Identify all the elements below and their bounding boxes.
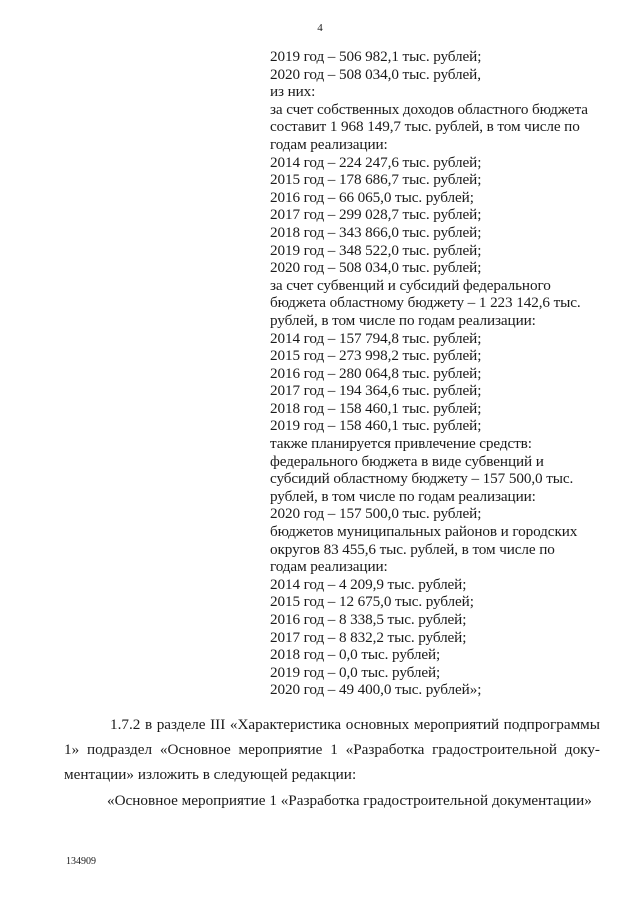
budget-breakdown [270,48,620,699]
budget-line: 2020 год – 508 034,0 тыс. рублей; [270,259,482,277]
budget-line: округов 83 455,6 тыс. рублей, в том числе по [270,540,555,558]
budget-line: из них: [270,83,316,101]
budget-line: субсидий областному бюджету – 157 500,0 тыс. [270,470,574,488]
budget-line: 2014 год – 157 794,8 тыс. рублей; [270,329,482,347]
budget-line: 2020 год – 49 400,0 тыс. рублей»; [270,681,482,699]
budget-line: за счет субвенций и субсидий федерального [270,276,551,294]
budget-line: 2018 год – 0,0 тыс. рублей; [270,646,441,664]
section-heading: «Основное мероприятие 1 «Разработка градостроительной документации» [107,792,592,809]
budget-line: составит 1 968 149,7 тыс. рублей, в том числе по [270,118,580,136]
budget-line: бюджетов муниципальных районов и городских [270,523,578,541]
budget-line: рублей, в том числе по годам реализации: [270,487,536,505]
budget-line: 2020 год – 508 034,0 тыс. рублей, [270,65,481,83]
budget-line: 2019 год – 506 982,1 тыс. рублей; [270,48,482,65]
budget-line: рублей, в том числе по годам реализации: [270,311,536,329]
budget-line: бюджета областному бюджету – 1 223 142,6 тыс. [270,294,581,312]
budget-line: 2015 год – 12 675,0 тыс. рублей; [270,593,474,611]
paragraph-line-1: 1.7.2 в разделе III «Характеристика основных мероприятий подпрограммы [110,716,600,733]
budget-line: 2014 год – 4 209,9 тыс. рублей; [270,575,467,593]
budget-line: 2019 год – 348 522,0 тыс. рублей; [270,241,482,259]
budget-line: 2017 год – 8 832,2 тыс. рублей; [270,628,467,646]
budget-line: 2015 год – 273 998,2 тыс. рублей; [270,347,482,365]
paragraph-continuation [64,737,600,787]
page-number: 4 [317,22,323,34]
budget-line: 2014 год – 224 247,6 тыс. рублей; [270,153,482,171]
budget-line: 2018 год – 343 866,0 тыс. рублей; [270,223,482,241]
paragraph-1-7-2 [64,712,600,787]
budget-line: 2016 год – 8 338,5 тыс. рублей; [270,611,467,628]
budget-line: федерального бюджета в виде субвенций и [270,452,544,470]
paragraph-line-3: ментации» изложить в следующей редакции: [64,766,357,783]
budget-line: 2019 год – 158 460,1 тыс. рублей; [270,417,482,435]
budget-line: за счет собственных доходов областного бюджета [270,100,588,118]
budget-line: также планируется привлечение средств: [270,435,532,453]
budget-line: 2019 год – 0,0 тыс. рублей; [270,663,441,681]
budget-line: годам реализации: [270,135,388,153]
budget-line: 2017 год – 194 364,6 тыс. рублей; [270,382,482,400]
budget-line: 2016 год – 280 064,8 тыс. рублей; [270,364,482,382]
paragraph-line-2: 1» подраздел «Основное мероприятие 1 «Разработка градостроительной доку- [64,741,600,758]
budget-line: 2015 год – 178 686,7 тыс. рублей; [270,171,482,189]
budget-line: 2018 год – 158 460,1 тыс. рублей; [270,399,482,417]
footer-document-code: 134909 [66,856,96,867]
budget-line: 2020 год – 157 500,0 тыс. рублей; [270,505,482,523]
budget-line: 2017 год – 299 028,7 тыс. рублей; [270,206,482,224]
budget-line: годам реализации: [270,558,388,576]
budget-line: 2016 год – 66 065,0 тыс. рублей; [270,188,474,206]
